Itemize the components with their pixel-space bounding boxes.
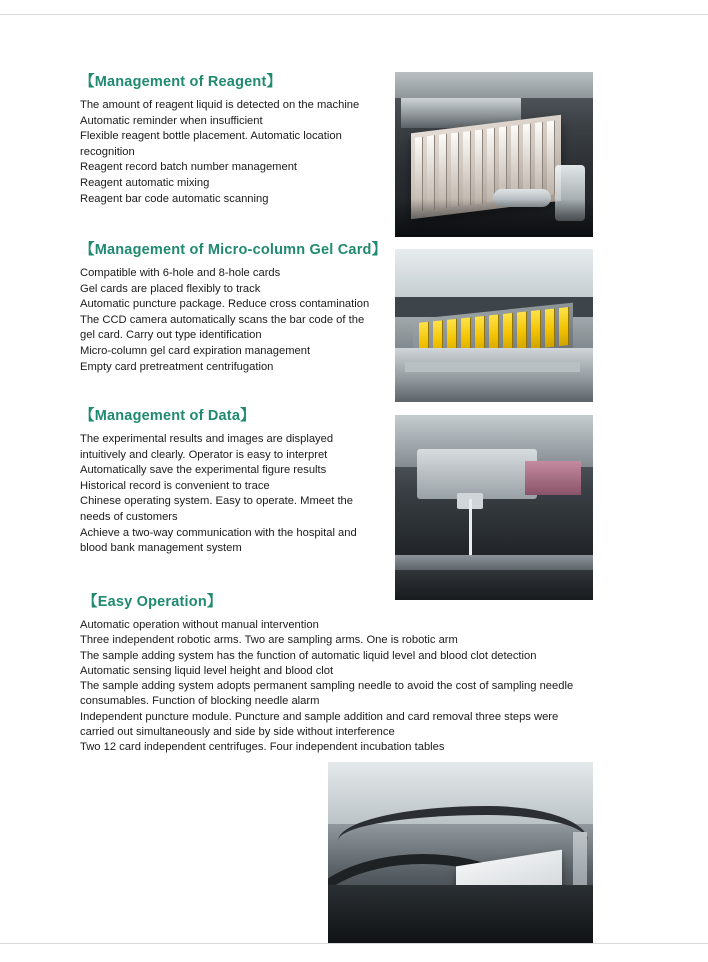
body-line: intuitively and clearly. Operator is easy to interpret	[80, 448, 328, 461]
body-line: Historical record is convenient to trace	[80, 479, 270, 492]
body-line: Two 12 card independent centrifuges. Four independent incubation tables	[80, 741, 445, 754]
body-line: gel card. Carry out type identification	[80, 329, 262, 342]
section-easy-operation	[80, 590, 625, 756]
section-title: 【Management of Reagent】	[80, 74, 282, 90]
body-line: Automatic reminder when insufficient	[80, 114, 263, 127]
body-line: Independent puncture module. Puncture and sample addition and card removal three steps were	[80, 710, 559, 723]
body-line: Automatic puncture package. Reduce cross contamination	[80, 298, 370, 311]
section-title: 【Easy Operation】	[83, 594, 222, 610]
body-line: Automatic operation without manual intervention	[80, 619, 319, 631]
body-line: Reagent automatic mixing	[80, 176, 210, 189]
body-line: Chinese operating system. Easy to operate. Mmeet the	[80, 495, 353, 508]
section-management-of-data	[80, 404, 380, 557]
section-body	[80, 98, 380, 207]
body-line: Automatically save the experimental figure results	[80, 464, 327, 477]
body-line: Three independent robotic arms. Two are sampling arms. One is robotic arm	[80, 634, 458, 647]
body-line: Flexible reagent bottle placement. Automatic location	[80, 130, 342, 143]
section-body	[80, 432, 380, 557]
body-line: Reagent bar code automatic scanning	[80, 192, 269, 205]
section-management-of-reagent	[80, 70, 380, 207]
body-line: Automatic sensing liquid level height and blood clot	[80, 664, 334, 677]
section-management-of-micro-column-gel-card	[80, 238, 390, 375]
body-line: Achieve a two-way communication with the hospital and	[80, 526, 357, 539]
body-line: The sample adding system adopts permanent sampling needle to avoid the cost of sampling needle	[80, 680, 574, 693]
body-line: blood bank management system	[80, 542, 242, 555]
page-bottom-divider	[0, 943, 708, 944]
body-line: Compatible with 6-hole and 8-hole cards	[80, 267, 281, 279]
body-line: The amount of reagent liquid is detected on the machine	[80, 99, 360, 111]
page-top-divider	[0, 14, 708, 15]
body-line: The experimental results and images are displayed	[80, 433, 334, 445]
body-line: The CCD camera automatically scans the bar code of the	[80, 313, 365, 326]
reagent-module-photo	[395, 72, 593, 237]
sampling-needle-photo	[395, 415, 593, 600]
body-line: Gel cards are placed flexibly to track	[80, 282, 261, 295]
body-line: Micro-column gel card expiration management	[80, 344, 311, 357]
section-body	[80, 618, 625, 756]
body-line: recognition	[80, 145, 135, 158]
gel-card-rack-photo	[395, 249, 593, 402]
section-title: 【Management of Data】	[80, 408, 255, 424]
body-line: needs of customers	[80, 510, 178, 523]
body-line: Empty card pretreatment centrifugation	[80, 360, 274, 373]
body-line: consumables. Function of blocking needle alarm	[80, 695, 320, 708]
instrument-interior-photo	[328, 762, 593, 943]
body-line: The sample adding system has the function of automatic liquid level and blood clot detection	[80, 649, 537, 662]
section-body	[80, 266, 390, 375]
section-title: 【Management of Micro-column Gel Card】	[80, 242, 387, 258]
body-line: carried out simultaneously and side by side without interference	[80, 726, 395, 739]
page-content	[0, 16, 708, 942]
body-line: Reagent record batch number management	[80, 161, 298, 174]
